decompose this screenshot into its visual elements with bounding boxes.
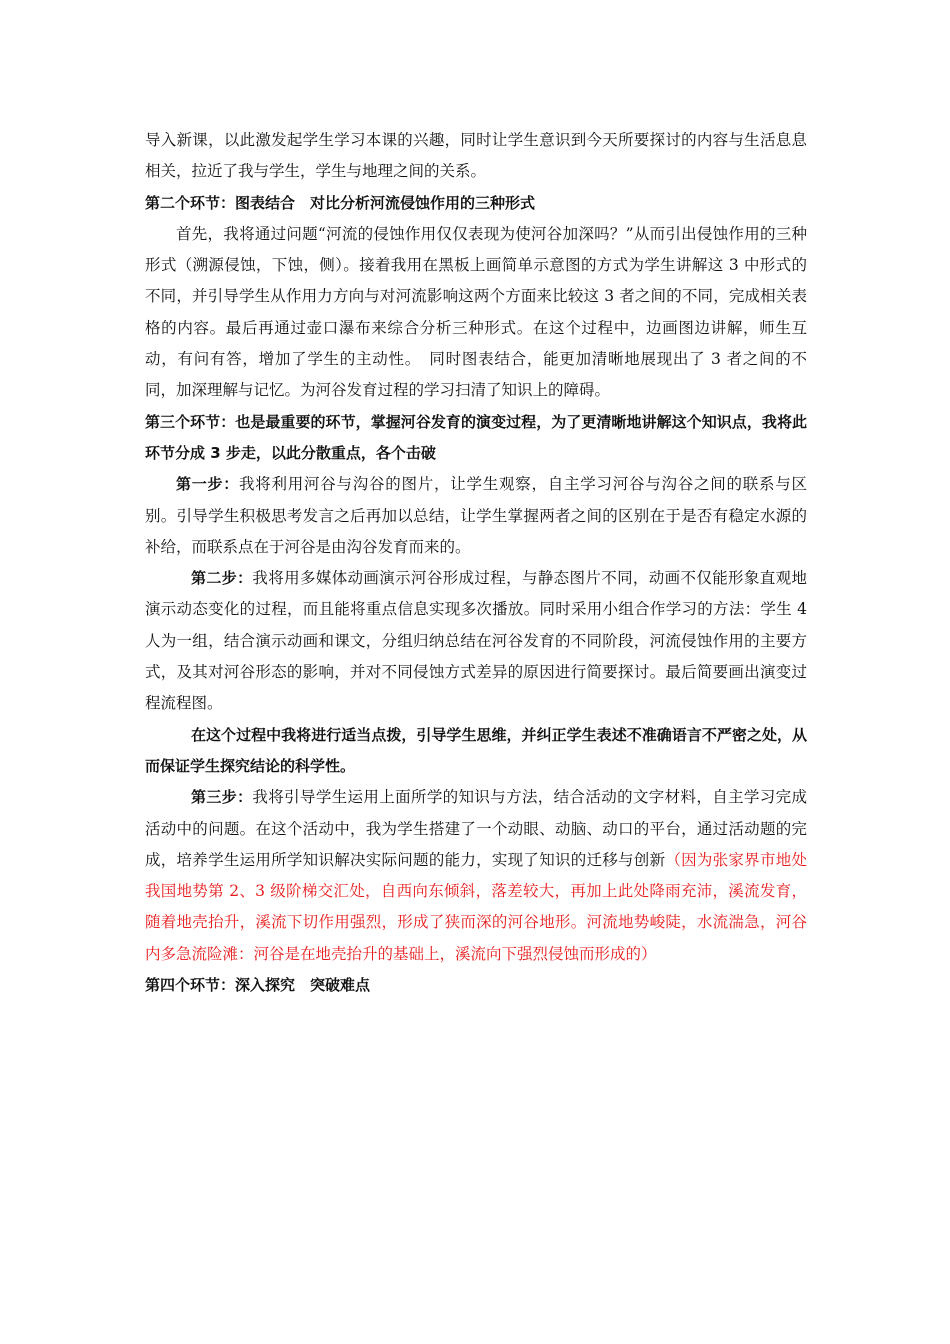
step-3-text: 我将引导学生运用上面所学的知识与方法，结合活动的文字材料，自主学习完成活动中的问题。在这个活动中，我为学生搭建了一个动眼、动脑、动口的平台，通过活动题的完成，培养学生运用所学知识解决实际问题的能力，实现了知识的迁移与创新 [145,788,807,869]
step-1-label: 第一步： [176,475,239,494]
answer-text: （因为张家界市地处我国地势第 2、3 级阶梯交汇处，自西向东倾斜，落差较大，再加上此处降雨充沛，溪流发育，随着地壳抬升，溪流下切作用强烈，形成了狭而深的河谷地形。河流地势峻陡，水流湍急，河谷内多急流险滩：河谷是在地壳抬升的基础上，溪流向下强烈侵蚀而形成的） [145,850,807,963]
emphasis-paragraph: 在这个过程中我将进行适当点拨，引导学生思维，并纠正学生表述不准确语言不严密之处，从而保证学生探究结论的科学性。 [145,725,807,775]
step-1-paragraph [145,469,807,563]
section-heading-3: 第三个环节：也是最重要的环节，掌握河谷发育的演变过程，为了更清晰地讲解这个知识点，我将此环节分成 3 步走，以此分散重点，各个击破 [145,412,807,462]
step-2-label: 第二步： [191,569,253,588]
intro-paragraph: 导入新课，以此激发起学生学习本课的兴趣，同时让学生意识到今天所要探讨的内容与生活息息相关，拉近了我与学生，学生与地理之间的关系。 [145,131,807,181]
step-1-text: 我将利用河谷与沟谷的图片，让学生观察，自主学习河谷与沟谷之间的联系与区别。引导学生积极思考发言之后再加以总结，让学生掌握两者之间的区别在于是否有稳定水源的补给，而联系点在于河谷是由沟谷发育而来的。 [145,475,807,556]
step-3-label: 第三步： [191,788,253,807]
section-2-paragraph: 首先，我将通过问题“河流的侵蚀作用仅仅表现为使河谷加深吗？”从而引出侵蚀作用的三种形式（溯源侵蚀，下蚀，侧）。接着我用在黑板上画简单示意图的方式为学生讲解这 3 中形式的不同，并引导学生从作用力方向与对河流影响这两个方面来比较这 3 者之间的不同，完成相关表格的内容。最后再通过壶口瀑布来综合分析三种形式。在这个过程中，边画图边讲解，师生互动，有问有答，增加了学生的主动性。 同时图表结合，能更加清晰地展现出了 3 者之间的不同，加深理解与记忆。为河谷发育过程的学习扫清了知识上的障碍。 [145,224,807,400]
step-2-paragraph [145,563,807,719]
section-heading-4: 第四个环节：深入探究 突破难点 [145,976,371,995]
document-body [145,125,807,1001]
step-3-paragraph [145,782,807,970]
step-2-text: 我将用多媒体动画演示河谷形成过程，与静态图片不同，动画不仅能形象直观地演示动态变化的过程，而且能将重点信息实现多次播放。同时采用小组合作学习的方法：学生 4 人为一组，结合演示动画和课文，分组归纳总结在河谷发育的不同阶段，河流侵蚀作用的主要方式，及其对河谷形态的影响，并对不同侵蚀方式差异的原因进行简要探讨。最后简要画出演变过程流程图。 [145,569,807,713]
section-heading-2: 第二个环节：图表结合 对比分析河流侵蚀作用的三种形式 [145,193,536,212]
